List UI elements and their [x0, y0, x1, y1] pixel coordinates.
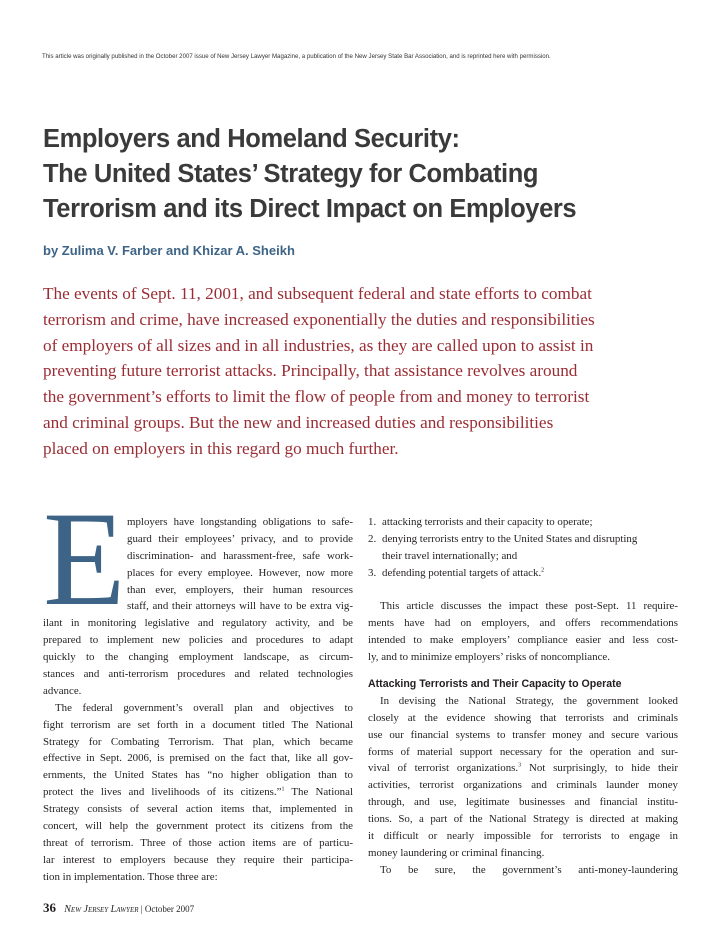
- intro-line: terrorism and crime, have increased exponentially the duties and responsibilities: [43, 309, 595, 329]
- body-line: it difficult or nearly impossible for terrorists to engage in: [368, 830, 678, 843]
- drop-cap: E: [43, 485, 126, 634]
- body-line: prepared to implement new policies and procedures to adapt: [43, 634, 353, 647]
- title-line: Terrorism and its Direct Impact on Employers: [43, 195, 577, 223]
- list-item: [368, 531, 678, 548]
- body-line: than ever, employers, their human resources: [127, 583, 353, 596]
- body-text: vival of terrorist organizations.: [368, 762, 519, 775]
- intro-paragraph: [43, 281, 683, 462]
- body-line: advance.: [43, 684, 82, 697]
- body-line: effective in Sept. 2006, is premised on the fact that, like all gov-: [43, 752, 353, 765]
- body-line: To be sure, the government’s anti-money-laundering: [380, 863, 678, 876]
- list-text: denying terrorists entry to the United States and disrupting: [382, 532, 638, 545]
- body-text: protect the lives and livelihoods of its citizens.”: [43, 786, 282, 799]
- body-line: staff, and their attorneys will have to be extra vig-: [127, 600, 353, 613]
- body-line: forms of material support necessary for the operation and sur-: [368, 745, 678, 758]
- footnote-ref: 2: [541, 567, 545, 574]
- body-line: [43, 784, 353, 801]
- body-line: guard their employees’ privacy, and to provide: [127, 532, 353, 545]
- body-line: The federal government’s overall plan and objectives to: [55, 701, 353, 714]
- body-line: concert, will help the government protect its citizens from the: [43, 820, 353, 833]
- body-line: through, and use, legitimate businesses and financial institu-: [368, 796, 678, 809]
- body-line: closely at the evidence showing that terrorists and criminals: [368, 711, 678, 724]
- page-footer: [43, 900, 194, 916]
- section-heading: Attacking Terrorists and Their Capacity to Operate: [368, 678, 622, 691]
- list-item: [368, 565, 678, 582]
- body-line: In devising the National Strategy, the government looked: [380, 694, 678, 707]
- intro-line: and criminal groups. But the new and increased duties and responsibilities: [43, 412, 554, 432]
- body-line: ments have had on employers, and offers recommendations: [368, 617, 678, 630]
- body-line: Strategy for Combating Terrorism. That plan, which became: [43, 735, 353, 748]
- list-number: 3.: [368, 566, 377, 579]
- body-line: lar interest to employers because they require their participa-: [43, 853, 353, 866]
- body-line: tions. So, a part of the National Strategy is directed at making: [368, 813, 678, 826]
- body-line: mployers have longstanding obligations to safe-: [127, 516, 353, 528]
- body-line: intended to make employers’ compliance easier and less cost-: [368, 634, 678, 647]
- body-line: fight terrorism are set forth in a document titled The National: [43, 718, 353, 731]
- list-number: 1.: [368, 516, 377, 528]
- list-text: [382, 565, 544, 582]
- body-line: ly, and to minimize employers’ risks of noncompliance.: [368, 651, 610, 664]
- body-line: Strategy consists of several action items that, implemented in: [43, 803, 353, 816]
- footnote-ref: 1: [281, 786, 285, 793]
- list-text: attacking terrorists and their capacity to operate;: [382, 516, 593, 528]
- body-line: quickly to the changing employment landscape, as circum-: [43, 651, 353, 664]
- paragraph-gap: [368, 582, 678, 599]
- body-text: The National: [284, 786, 353, 799]
- body-line: [368, 760, 678, 777]
- intro-line: of employers of all sizes and in all industries, as they are called upon to assist in: [43, 335, 594, 355]
- issue-date: October 2007: [144, 904, 195, 914]
- magazine-name: New Jersey Lawyer: [64, 904, 139, 915]
- body-line: stances and anti-terrorism procedures and related technologies: [43, 668, 353, 681]
- body-line: ilant in monitoring legislative and regulatory activity, and be: [43, 617, 353, 630]
- body-line: This article discusses the impact these post-Sept. 11 require-: [380, 600, 678, 613]
- intro-line: placed on employers in this regard go much further.: [43, 438, 399, 458]
- body-line: places for every employee. However, now more: [127, 566, 353, 579]
- body-line: tion in implementation. Those three are:: [43, 870, 218, 883]
- left-column: [43, 514, 353, 886]
- body-line: discrimination- and harassment-free, safe work-: [127, 549, 353, 562]
- reprint-notice: This article was originally published in the October 2007 issue of New Jersey Lawyer Magazine, a publication of the New Jersey State Bar Association, and is reprinted here with permission.: [42, 53, 551, 60]
- body-line: activities, terrorist organizations and criminals launder money: [368, 779, 678, 792]
- title-line: Employers and Homeland Security:: [43, 125, 460, 153]
- right-column: [368, 514, 678, 879]
- page-number: 36: [43, 900, 56, 915]
- intro-line: preventing future terrorist attacks. Principally, that assistance revolves around: [43, 361, 578, 381]
- body-text: Not surprisingly, to hide their: [521, 762, 678, 775]
- body-line: threat of terrorism. Three of those action items are of particu-: [43, 836, 353, 849]
- list-number: 2.: [368, 532, 377, 545]
- footnote-ref: 3: [518, 762, 522, 769]
- footer-separator: |: [138, 904, 145, 914]
- article-title: [43, 122, 683, 227]
- byline: by Zulima V. Farber and Khizar A. Sheikh: [43, 243, 295, 258]
- intro-line: the government’s efforts to limit the flow of people from and money to terrorist: [43, 387, 590, 407]
- body-line: ernments, the United States has “no higher obligation than to: [43, 769, 353, 782]
- body-text: defending potential targets of attack.: [382, 566, 542, 579]
- list-item: [368, 514, 678, 531]
- list-text-continued: their travel internationally; and: [382, 549, 518, 562]
- intro-line: The events of Sept. 11, 2001, and subsequent federal and state efforts to combat: [43, 284, 592, 303]
- body-line: use our financial systems to transfer money and secure various: [368, 728, 678, 741]
- title-line: The United States’ Strategy for Combating: [43, 160, 539, 188]
- body-line: money laundering or criminal financing.: [368, 846, 545, 859]
